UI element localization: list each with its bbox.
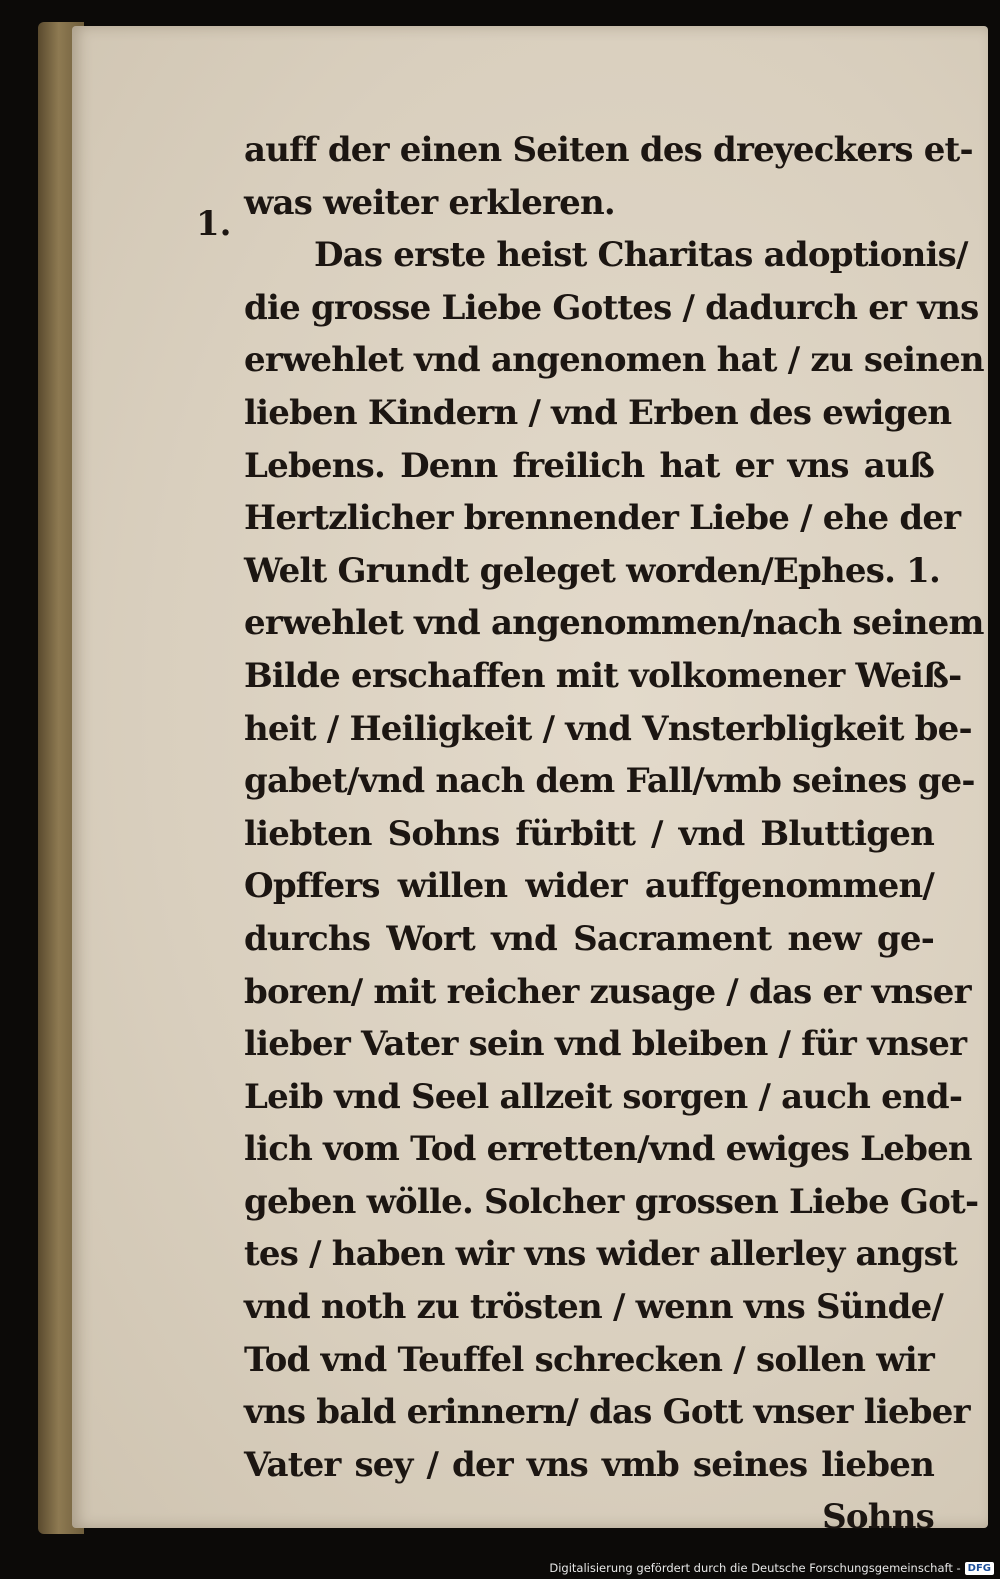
- text-line: liebten Sohns fürbitt / vnd Bluttigen: [244, 813, 934, 854]
- text-line: heit / Heiligkeit / vnd Vnsterbligkeit be-: [244, 708, 972, 749]
- text-line: die grosse Liebe Gottes / dadurch er vns: [244, 287, 979, 328]
- dfg-logo: DFG: [965, 1562, 994, 1575]
- text-line: Lebens. Denn freilich hat er vns auß: [244, 445, 934, 486]
- text-line: Tod vnd Teuffel schrecken / sollen wir: [244, 1339, 934, 1380]
- text-line: erwehlet vnd angenommen/nach seinem: [244, 603, 984, 644]
- text-line: durchs Wort vnd Sacrament new ge-: [244, 918, 934, 959]
- text-line: Bilde erschaffen mit volkomener Weiß-: [244, 655, 962, 696]
- text-line: Das erste heist Charitas adoptionis/: [314, 235, 968, 276]
- text-line: Hertzlicher brennender Liebe / ehe der: [244, 498, 961, 539]
- text-line: lich vom Tod erretten/vnd ewiges Leben: [244, 1129, 972, 1170]
- credit-text: Digitalisierung gefördert durch die Deutsche Forschungsgemeinschaft -: [549, 1561, 961, 1575]
- text-line: Vater sey / der vns vmb seines lieben: [244, 1444, 934, 1485]
- margin-number: 1.: [196, 204, 232, 244]
- text-line: boren/ mit reicher zusage / das er vnser: [244, 971, 971, 1012]
- text-line: Welt Grundt geleget worden/Ephes. 1.: [244, 550, 941, 591]
- text-line: Leib vnd Seel allzeit sorgen / auch end-: [244, 1076, 963, 1117]
- text-line: tes / haben wir vns wider allerley angst: [244, 1234, 957, 1275]
- page-text: [244, 124, 984, 1544]
- text-line: lieben Kindern / vnd Erben des ewigen: [244, 392, 952, 433]
- text-line: gabet/vnd nach dem Fall/vmb seines ge-: [244, 761, 975, 802]
- text-line: lieber Vater sein vnd bleiben / für vnser: [244, 1024, 967, 1065]
- text-line: auff der einen Seiten des dreyeckers et-: [244, 130, 973, 170]
- text-line: geben wölle. Solcher grossen Liebe Got-: [244, 1181, 979, 1222]
- text-line: Opffers willen wider auffgenommen/: [244, 866, 934, 907]
- catchword: Sohns: [822, 1497, 934, 1538]
- text-line: erwehlet vnd angenomen hat / zu seinen: [244, 340, 984, 381]
- text-line: vnd noth zu trösten / wenn vns Sünde/: [244, 1287, 944, 1328]
- text-line: vns bald erinnern/ das Gott vnser lieber: [244, 1392, 970, 1433]
- digitization-credit: [549, 1561, 994, 1575]
- text-line: was weiter erkleren.: [244, 182, 615, 223]
